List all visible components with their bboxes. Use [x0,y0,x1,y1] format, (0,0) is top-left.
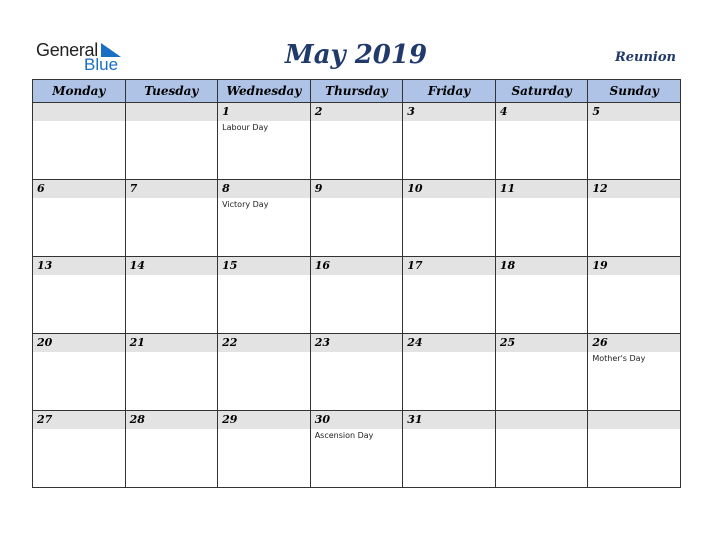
logo-general-text: General [36,40,98,60]
day-number-bar [218,334,310,352]
holiday-label [311,121,403,123]
day-cell [310,411,403,488]
day-number-bar [588,334,680,352]
holiday-label [496,429,588,431]
day-cell [218,334,311,411]
day-number-bar [311,411,403,429]
day-number-bar [33,334,125,352]
holiday-label [403,198,495,200]
holiday-label [33,275,125,277]
week-row [33,257,681,334]
day-number: 15 [222,259,238,272]
day-number: 12 [592,182,608,195]
day-number-bar [126,103,218,121]
day-cell [125,334,218,411]
day-number: 7 [129,182,138,195]
week-row [33,334,681,411]
day-number-bar [311,334,403,352]
day-cell [310,103,403,180]
country-label: Reunion [614,50,676,65]
holiday-label [588,198,680,200]
day-number-bar [126,411,218,429]
day-cell [588,257,681,334]
holiday-label [403,121,495,123]
day-number-bar [33,103,125,121]
day-cell [33,411,126,488]
day-number: 29 [222,413,238,426]
day-number-bar [311,103,403,121]
day-number-bar [33,257,125,275]
day-cell [218,180,311,257]
day-cell [403,334,496,411]
day-cell [125,180,218,257]
day-cell [588,180,681,257]
holiday-label [496,198,588,200]
holiday-label [496,121,588,123]
day-cell [495,411,588,488]
holiday-label [496,352,588,354]
day-number-bar [496,334,588,352]
day-number: 26 [592,336,608,349]
day-cell [310,180,403,257]
day-cell [588,411,681,488]
day-number: 4 [499,105,508,118]
holiday-label [311,352,403,354]
holiday-label: Labour Day [222,123,269,132]
day-number-bar [588,257,680,275]
day-cell [403,180,496,257]
day-cell [218,411,311,488]
holiday-label [403,429,495,431]
holiday-label: Ascension Day [314,431,374,440]
day-cell [495,334,588,411]
holiday-label [311,198,403,200]
day-cell [125,411,218,488]
holiday-label [126,121,218,123]
day-number: 9 [314,182,323,195]
day-number-bar [403,180,495,198]
day-number-bar [218,257,310,275]
holiday-label [218,275,310,277]
holiday-label [311,275,403,277]
holiday-label [588,275,680,277]
day-number: 28 [129,413,145,426]
holiday-label [218,429,310,431]
day-cell [33,257,126,334]
day-number: 11 [499,182,516,195]
day-number: 31 [407,413,423,426]
holiday-label [126,198,218,200]
day-number: 21 [129,336,145,349]
holiday-label [126,275,218,277]
week-row [33,411,681,488]
calendar-grid [32,79,681,488]
day-cell [403,103,496,180]
day-cell [33,334,126,411]
day-cell [218,103,311,180]
day-number: 23 [314,336,330,349]
holiday-label: Mother's Day [592,354,646,363]
weekday-header: Sunday [588,80,681,103]
page-title: May 2019 [284,40,428,70]
day-cell [125,103,218,180]
day-number-bar [218,180,310,198]
day-number: 13 [37,259,53,272]
day-number: 30 [314,413,330,426]
holiday-label [403,275,495,277]
calendar-body [33,103,681,488]
week-row [33,180,681,257]
day-number-bar [311,180,403,198]
holiday-label [126,429,218,431]
holiday-label [588,121,680,123]
holiday-label [33,121,125,123]
day-number: 19 [592,259,608,272]
day-number: 17 [407,259,423,272]
day-number-bar [218,411,310,429]
day-cell [310,257,403,334]
day-cell [403,411,496,488]
day-number-bar [588,411,680,429]
day-number-bar [496,103,588,121]
holiday-label [33,429,125,431]
holiday-label [33,352,125,354]
day-cell [125,257,218,334]
holiday-label [218,352,310,354]
day-number: 16 [314,259,330,272]
day-number-bar [403,411,495,429]
weekday-header: Monday [33,80,126,103]
day-number-bar [33,180,125,198]
day-number: 1 [222,105,230,118]
day-number-bar [126,334,218,352]
day-number: 25 [499,336,516,349]
day-number-bar [126,257,218,275]
day-cell [403,257,496,334]
weekday-header: Friday [403,80,496,103]
day-number-bar [496,180,588,198]
day-number-bar [496,257,588,275]
day-number: 20 [37,336,53,349]
day-number: 6 [37,182,45,195]
day-number-bar [33,411,125,429]
day-number: 18 [499,259,516,272]
holiday-label [588,429,680,431]
week-row [33,103,681,180]
day-number-bar [403,103,495,121]
holiday-label [403,352,495,354]
day-cell [33,103,126,180]
day-number: 2 [314,105,323,118]
day-number: 10 [407,182,423,195]
day-cell [218,257,311,334]
day-number: 24 [407,336,423,349]
day-number: 22 [222,336,238,349]
day-number-bar [588,103,680,121]
weekday-header: Saturday [495,80,588,103]
day-number-bar [403,334,495,352]
day-cell [495,257,588,334]
day-number: 27 [37,413,53,426]
day-number-bar [588,180,680,198]
day-number-bar [311,257,403,275]
day-number: 3 [407,105,415,118]
day-number: 5 [592,105,601,118]
logo-blue-text: Blue [84,55,119,74]
day-cell [33,180,126,257]
holiday-label: Victory Day [222,200,269,209]
holiday-label [33,198,125,200]
day-cell [495,103,588,180]
weekday-header-row [33,80,681,103]
weekday-header: Thursday [310,80,403,103]
day-cell [588,103,681,180]
day-number: 14 [129,259,145,272]
day-number-bar [126,180,218,198]
holiday-label [496,275,588,277]
day-number-bar [218,103,310,121]
day-number: 8 [222,182,230,195]
day-cell [310,334,403,411]
weekday-header: Wednesday [218,80,311,103]
day-cell [588,334,681,411]
day-number-bar [496,411,588,429]
day-number-bar [403,257,495,275]
holiday-label [126,352,218,354]
day-cell [495,180,588,257]
weekday-header: Tuesday [125,80,218,103]
